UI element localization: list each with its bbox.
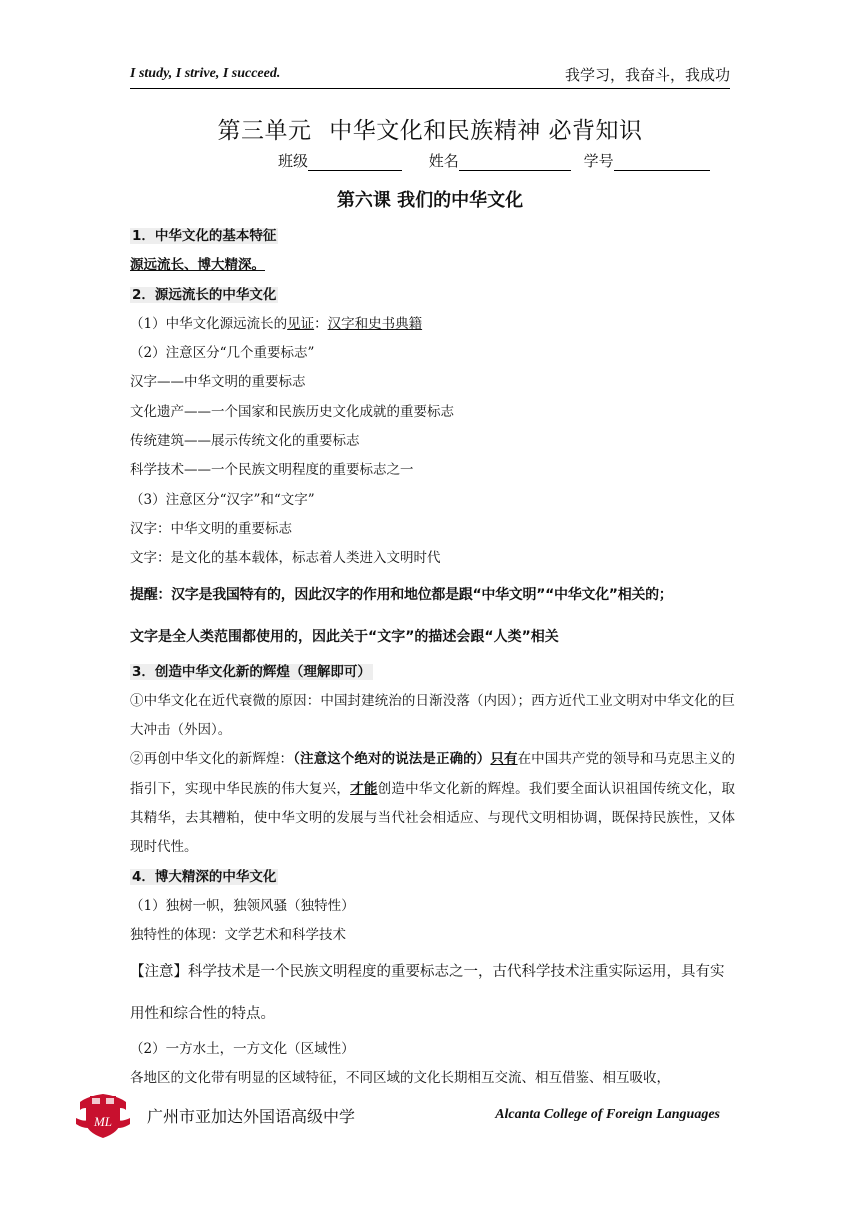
school-name-cn: 广州市亚加达外国语高级中学 [147, 1107, 356, 1126]
text-line: （2）一方水土，一方文化（区域性） [130, 1040, 355, 1057]
page-title [0, 112, 860, 145]
id-field[interactable] [614, 154, 710, 171]
reminder-line-1: 提醒：汉字是我国特有的，因此汉字的作用和地位都是跟“中华文明”“中华文化”相关的； [130, 586, 673, 603]
unit-label: 第三单元 [217, 118, 312, 144]
text-line: （2）注意区分“几个重要标志” [130, 345, 315, 362]
bold-note: （注意这个绝对的说法是正确的） [293, 751, 491, 768]
text-line: 文化遗产——一个国家和民族历史文化成就的重要标志 [130, 403, 454, 420]
text-fragment: ②再创中华文化的新辉煌： [130, 751, 294, 768]
paragraph [130, 745, 735, 862]
emphasis-term: 只有 [490, 751, 518, 768]
name-field[interactable] [459, 154, 571, 171]
header-motto-en: I study, I strive, I succeed. [130, 66, 281, 81]
text-fragment: 在中国共产党的领导和马克思主义的指引下，实现中华民族的伟大复兴， [130, 751, 736, 797]
unit-name: 中华文化和民族精神 必背知识 [329, 118, 643, 144]
text-fragment: ： [314, 315, 328, 332]
text-line [130, 310, 735, 339]
text-line: 汉字——中华文明的重要标志 [130, 374, 306, 391]
header-divider [130, 88, 730, 89]
underlined-answer: 汉字和史书典籍 [327, 315, 423, 332]
text-line: （3）注意区分“汉字”和“文字” [130, 491, 315, 508]
section-heading: 4．博大精深的中华文化 [132, 868, 277, 885]
school-logo-icon [76, 1088, 130, 1140]
text-line: 各地区的文化带有明显的区域特征，不同区域的文化长期相互交流、相互借鉴、相互吸收， [130, 1069, 670, 1086]
text-line: 汉字：中华文明的重要标志 [130, 520, 292, 537]
name-label: 姓名 [428, 152, 459, 170]
section-2 [130, 281, 735, 310]
reminder-line-2: 文字是全人类范围都使用的，因此关于“文字”的描述会跟“人类”相关 [130, 628, 559, 645]
section-heading: 1．中华文化的基本特征 [132, 228, 277, 244]
section-3 [130, 658, 735, 687]
section-1-answer: 源远流长、博大精深。 [130, 257, 265, 274]
class-field[interactable] [308, 154, 402, 171]
text-line: 科学技术——一个民族文明程度的重要标志之一 [130, 462, 414, 479]
section-4 [130, 863, 735, 892]
text-line: （1）独树一帜，独领风骚（独特性） [130, 897, 355, 914]
text-fragment: 创造中华文化新的辉煌。我们要全面认识祖国传统文化，取其精华，去其糟粕，使中华文明的发展与当代社会相适应、与现代文明相协调，既保持民族性，又体现时代性。 [130, 780, 736, 856]
lesson-title: 第六课 我们的中华文化 [336, 190, 524, 211]
school-name-en: Alcanta College of Foreign Languages [495, 1107, 720, 1122]
underlined-term: 见证 [287, 315, 315, 332]
logo-lettering: ML [93, 1114, 113, 1129]
section-1-answer-line [130, 251, 735, 280]
class-label: 班级 [278, 152, 309, 170]
text-fragment: （1）中华文化源远流长的 [130, 315, 288, 332]
content-body [130, 222, 735, 1093]
section-1 [130, 222, 735, 251]
header-motto-cn: 我学习，我奋斗，我成功 [564, 66, 730, 84]
text-line: 独特性的体现：文学艺术和科学技术 [130, 927, 346, 944]
emphasis-term: 才能 [350, 780, 378, 797]
student-info-line [278, 150, 710, 171]
section-heading: 3．创造中华文化新的辉煌（理解即可） [132, 663, 371, 680]
text-line: 传统建筑——展示传统文化的重要标志 [130, 433, 360, 450]
id-label: 学号 [583, 152, 614, 170]
paragraph: ①中华文化在近代衰微的原因：中国封建统治的日渐没落（内因）；西方近代工业文明对中华文化的巨大冲击（外因）。 [130, 692, 735, 739]
text-line: 文字：是文化的基本载体，标志着人类进入文明时代 [130, 550, 441, 567]
section-heading: 2．源远流长的中华文化 [132, 286, 277, 303]
note-paragraph: 【注意】科学技术是一个民族文明程度的重要标志之一，古代科学技术注重实际运用，具有实用性和综合性的特点。 [130, 963, 725, 1022]
